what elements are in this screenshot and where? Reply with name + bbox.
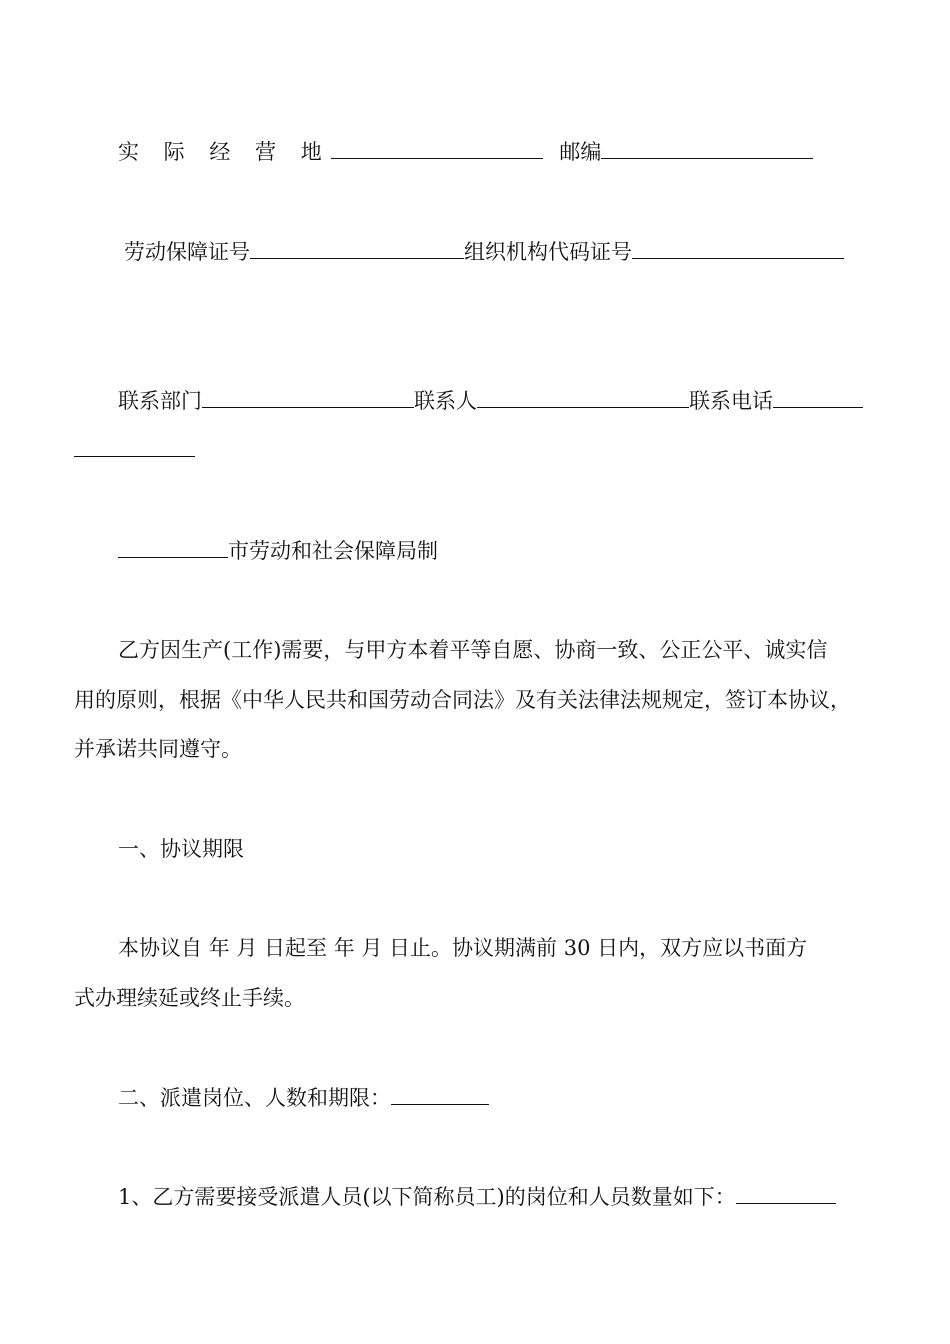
item1-row — [118, 1183, 836, 1211]
section1-title: 一、协议期限 — [118, 837, 244, 861]
org-code-label: 组织机构代码证号 — [464, 240, 632, 264]
section2-row — [118, 1084, 489, 1112]
contact-label: 联系人 — [414, 389, 477, 413]
issuer-text: 市劳动和社会保障局制 — [228, 539, 438, 563]
section2-blank[interactable] — [391, 1084, 489, 1105]
address-blank[interactable] — [331, 138, 543, 159]
postcode-label: 邮编 — [559, 140, 602, 164]
section1-line-1: 本协议自 年 月 日起至 年 月 日止。协议期满前 30 日内，双方应以书面方 — [118, 936, 808, 960]
item1-blank[interactable] — [736, 1183, 836, 1204]
dept-blank[interactable] — [202, 387, 414, 408]
phone-blank-part2[interactable] — [74, 436, 195, 457]
phone-blank[interactable] — [773, 387, 863, 408]
section1-line-2: 式办理续延或终止手续。 — [74, 986, 305, 1010]
postcode-blank[interactable] — [601, 138, 813, 159]
section2-title: 二、派遣岗位、人数和期限： — [118, 1086, 391, 1110]
city-blank[interactable] — [118, 537, 228, 558]
address-label: 实 际 经 营 地 — [118, 140, 331, 164]
labor-cert-blank[interactable] — [250, 238, 464, 259]
org-code-blank[interactable] — [632, 238, 844, 259]
intro-line-1: 乙方因生产(工作)需要，与甲方本着平等自愿、协商一致、公正公平、诚实信 — [118, 638, 828, 662]
phone-blank-continued — [74, 436, 195, 464]
phone-label: 联系电话 — [689, 389, 773, 413]
address-row — [118, 138, 813, 166]
intro-line-2: 用的原则，根据《中华人民共和国劳动合同法》及有关法律法规规定，签订本协议， — [74, 688, 851, 712]
contact-row — [118, 387, 863, 415]
issuer-row — [118, 537, 438, 565]
cert-row — [124, 238, 844, 266]
dept-label: 联系部门 — [118, 389, 202, 413]
contact-blank[interactable] — [477, 387, 689, 408]
item1-text: 1、乙方需要接受派遣人员(以下简称员工)的岗位和人员数量如下： — [118, 1185, 736, 1209]
intro-line-3: 并承诺共同遵守。 — [74, 737, 242, 761]
labor-cert-label: 劳动保障证号 — [124, 240, 250, 264]
